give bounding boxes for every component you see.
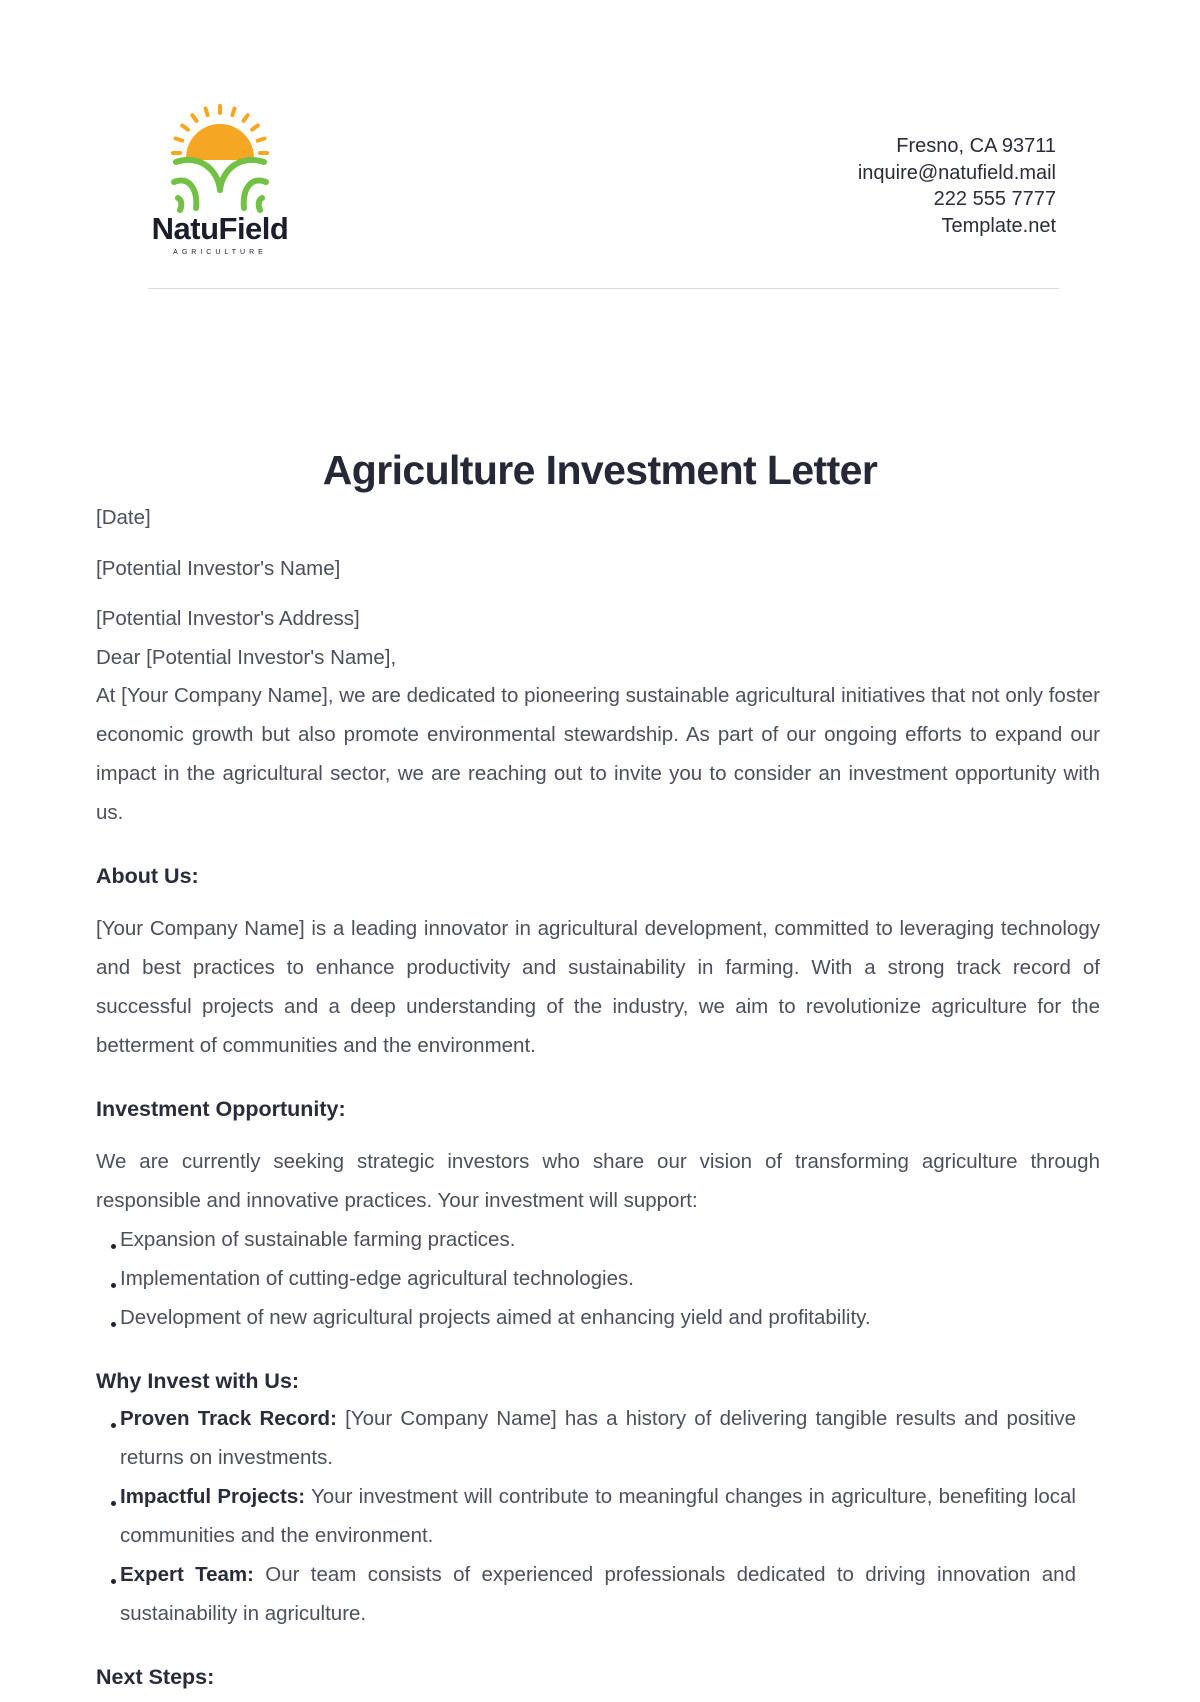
list-item-lead: Proven Track Record: — [120, 1407, 337, 1430]
contact-address: Fresno, CA 93711 — [896, 135, 1056, 157]
contact-website: Template.net — [941, 214, 1056, 237]
opportunity-list — [96, 1220, 1100, 1337]
list-item-lead: Expert Team: — [120, 1563, 254, 1586]
list-item — [96, 1399, 1076, 1477]
salutation: Dear [Potential Investor's Name], — [96, 646, 397, 669]
intro-paragraph: At [Your Company Name], we are dedicated to pioneering sustainable agricultural initiatives that not only foster economic growth but also promote environmental stewardship. As part of our ongoing efforts to expand our impact in the agricultural sector, we are reaching out to invite you to consider an investment opportunity with us. — [96, 684, 1100, 824]
list-item-text: Your investment will contribute to meaningful changes in agriculture, benefiting local communities and the environment. — [120, 1485, 1076, 1547]
list-item-text: [Your Company Name] has a history of delivering tangible results and positive returns on investments. — [120, 1407, 1076, 1469]
header-divider — [148, 288, 1059, 289]
document-title: Agriculture Investment Letter — [322, 447, 878, 493]
letter-body — [96, 500, 1100, 1695]
list-item: Expansion of sustainable farming practices. — [96, 1220, 1100, 1259]
list-item — [96, 1477, 1076, 1555]
about-paragraph: [Your Company Name] is a leading innovator in agricultural development, committed to leveraging technology and best practices to enhance productivity and sustainability in farming. With a strong track record of successful projects and a deep understanding of the industry, we aim to revolutionize agriculture for the betterment of communities and the environment. — [96, 917, 1100, 1057]
sun-over-field-icon — [160, 104, 280, 216]
section-heading-about: About Us: — [96, 864, 199, 888]
why-invest-list — [96, 1399, 1100, 1633]
list-item-lead: Impactful Projects: — [120, 1485, 306, 1508]
contact-email: inquire@natufield.mail — [857, 161, 1056, 184]
brand-name: NatuField — [151, 211, 289, 246]
section-heading-opportunity: Investment Opportunity: — [96, 1097, 346, 1121]
investor-name: [Potential Investor's Name] — [96, 557, 341, 580]
section-heading-next-steps: Next Steps: — [96, 1665, 215, 1689]
contact-phone: 222 555 7777 — [933, 188, 1056, 210]
list-item: Development of new agricultural projects aimed at enhancing yield and profitability. — [96, 1298, 1100, 1337]
company-logo — [140, 104, 300, 260]
contact-info — [858, 133, 1056, 239]
list-item-text: Our team consists of experienced professionals dedicated to driving innovation and sustainability in agriculture. — [120, 1563, 1076, 1625]
opportunity-paragraph: We are currently seeking strategic investors who share our vision of transforming agriculture through responsible and innovative practices. Your investment will support: — [96, 1150, 1100, 1212]
letter-date: [Date] — [96, 506, 151, 529]
brand-tagline: AGRICULTURE — [173, 249, 267, 256]
list-item — [96, 1555, 1076, 1633]
section-heading-why-invest: Why Invest with Us: — [96, 1369, 300, 1393]
list-item: Implementation of cutting-edge agricultural technologies. — [96, 1259, 1100, 1298]
investor-address: [Potential Investor's Address] — [96, 607, 360, 630]
